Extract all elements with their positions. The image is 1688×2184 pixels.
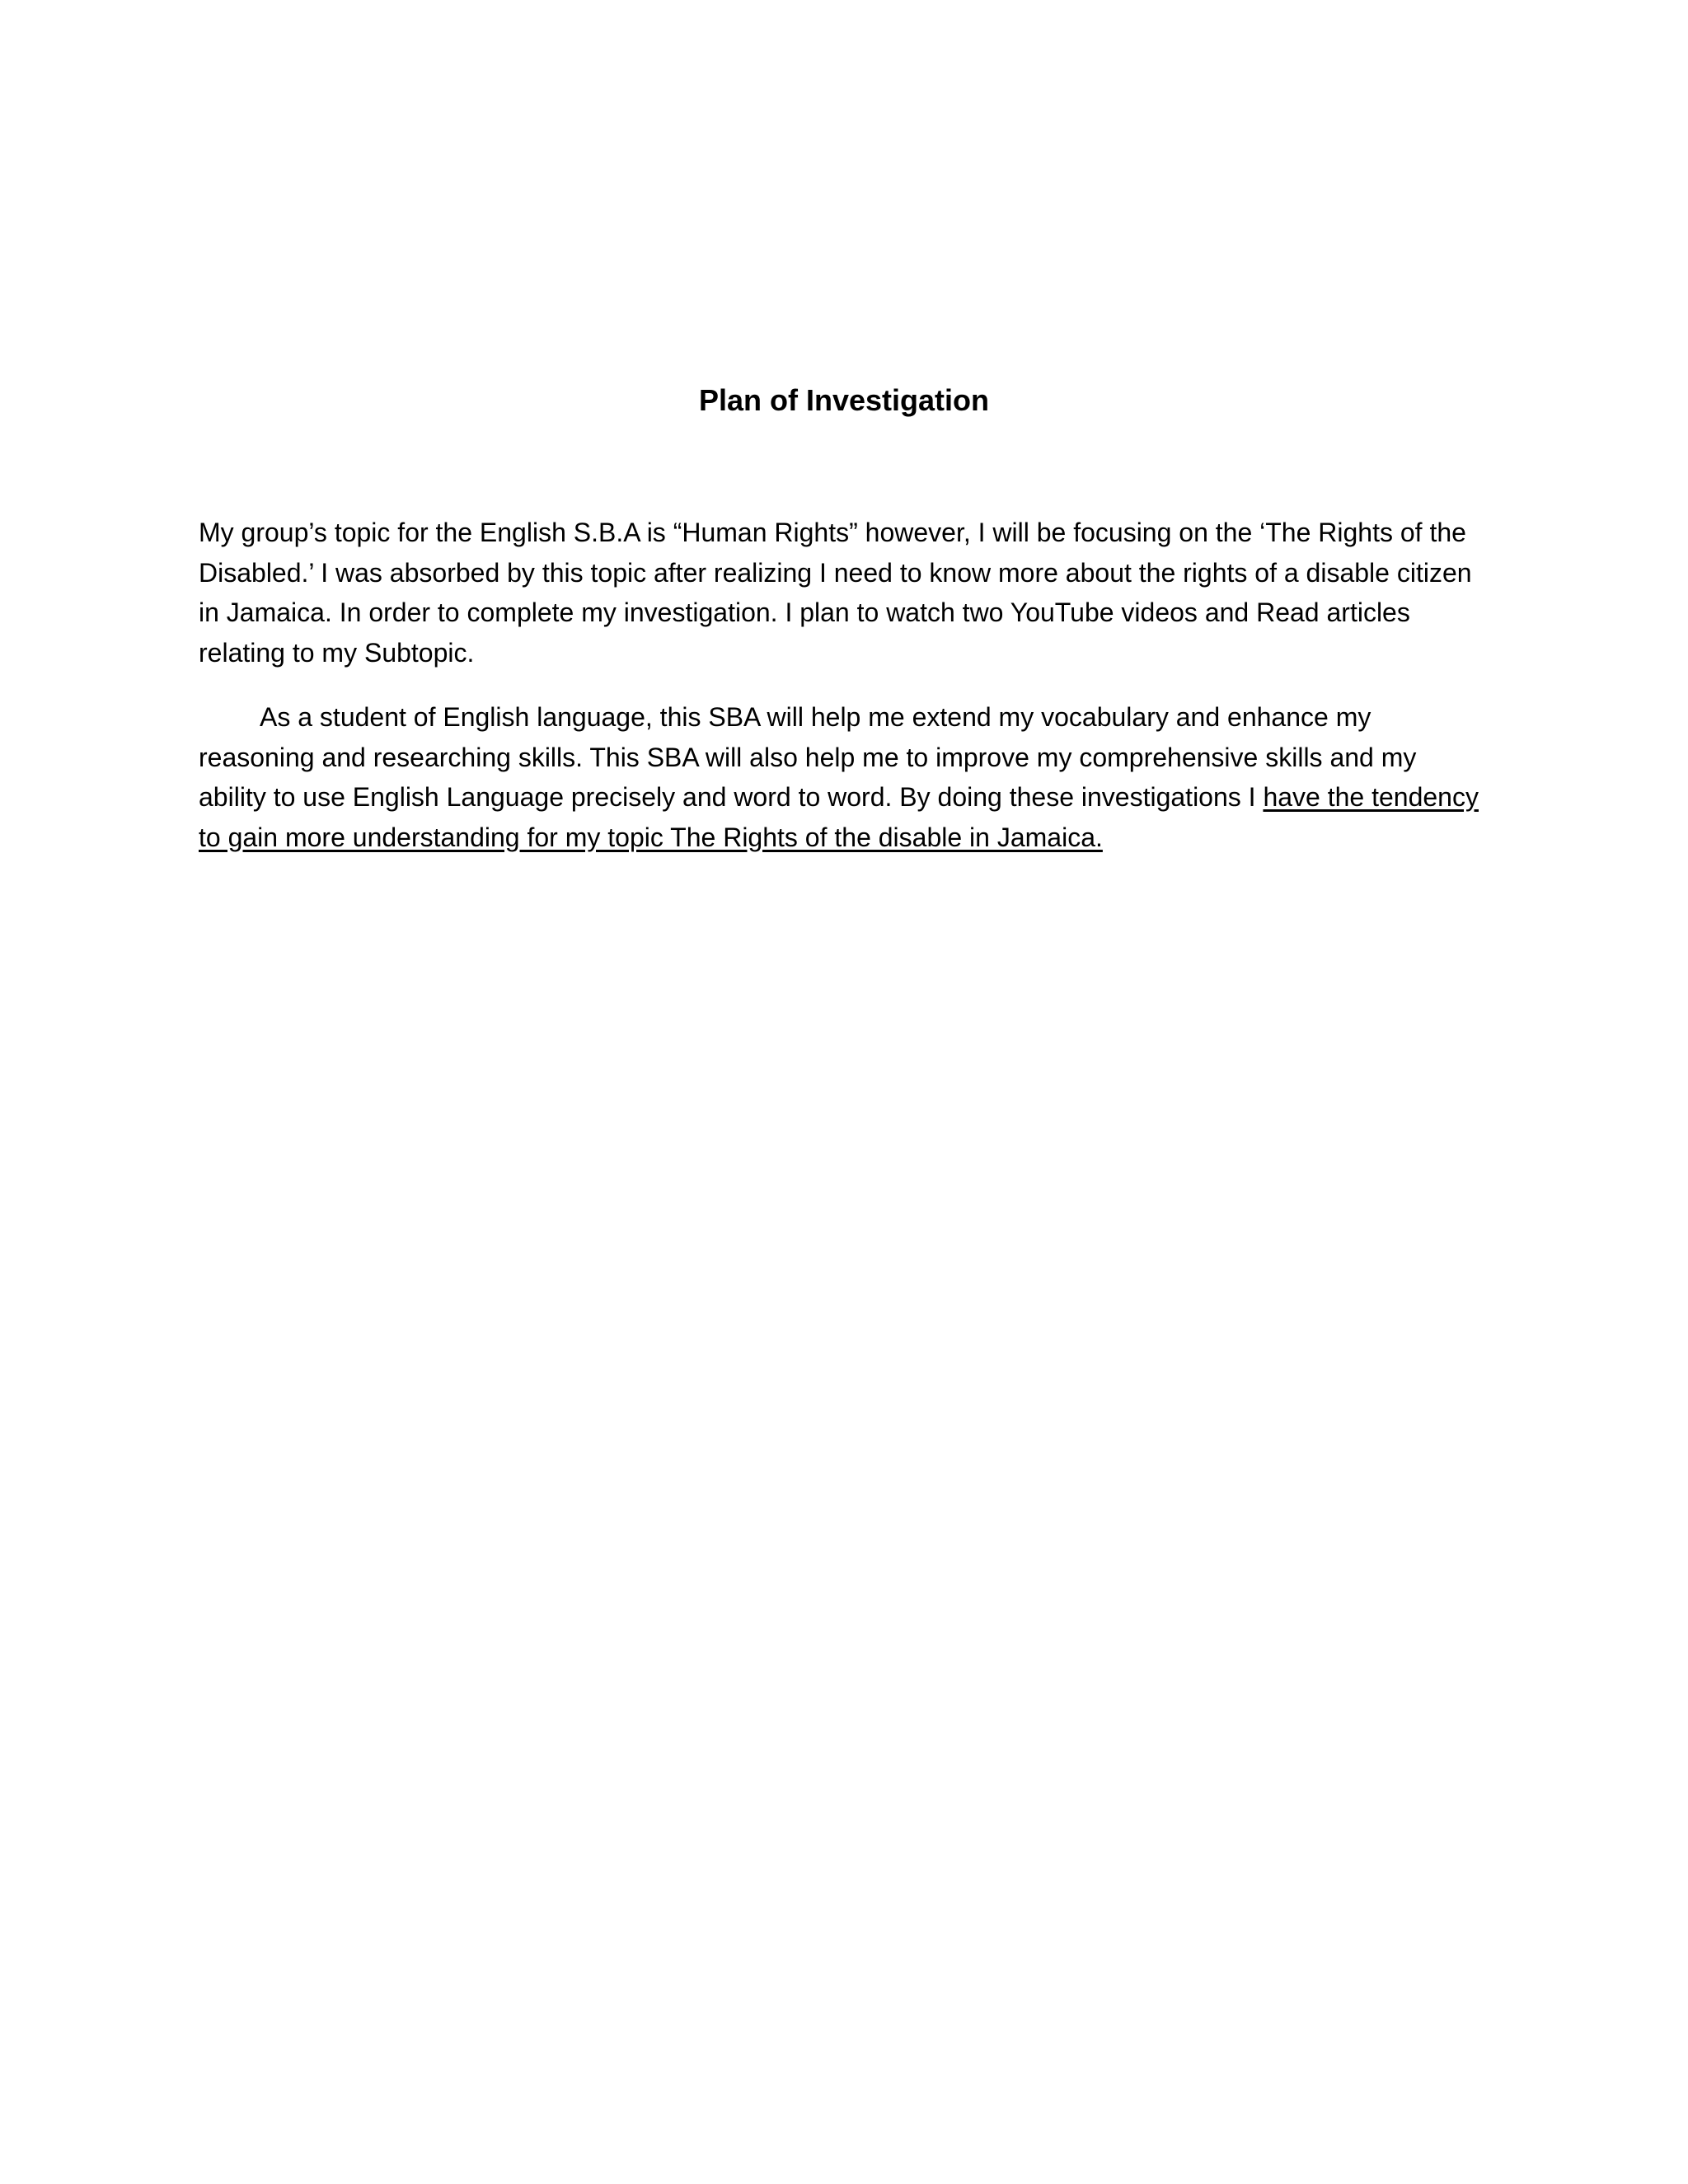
paragraph-purpose-text: As a student of English language, this SBA will help me extend my vocabulary and enhance my reasoning and researching skills. This SBA will also help me to improve my comprehensive skills and my ability to use English Language precisely and word to word. By doing these investigations I bbox=[199, 702, 1417, 812]
paragraph-purpose-underlined-text: have the tendency to gain more understanding for my topic The Rights of the disable in Jamaica. bbox=[199, 782, 1479, 852]
paragraph-purpose bbox=[199, 697, 1484, 857]
paragraph-intro: My group’s topic for the English S.B.A is “Human Rights” however, I will be focusing on the ‘The Rights of the Disabled.’ I was absorbed by this topic after realizing I need to know more about the rights of a disable citizen in Jamaica. In order to complete my investigation. I plan to watch two YouTube videos and Read articles relating to my Subtopic. bbox=[199, 518, 1472, 668]
page-title: Plan of Investigation bbox=[698, 383, 990, 417]
document-body bbox=[199, 513, 1484, 857]
